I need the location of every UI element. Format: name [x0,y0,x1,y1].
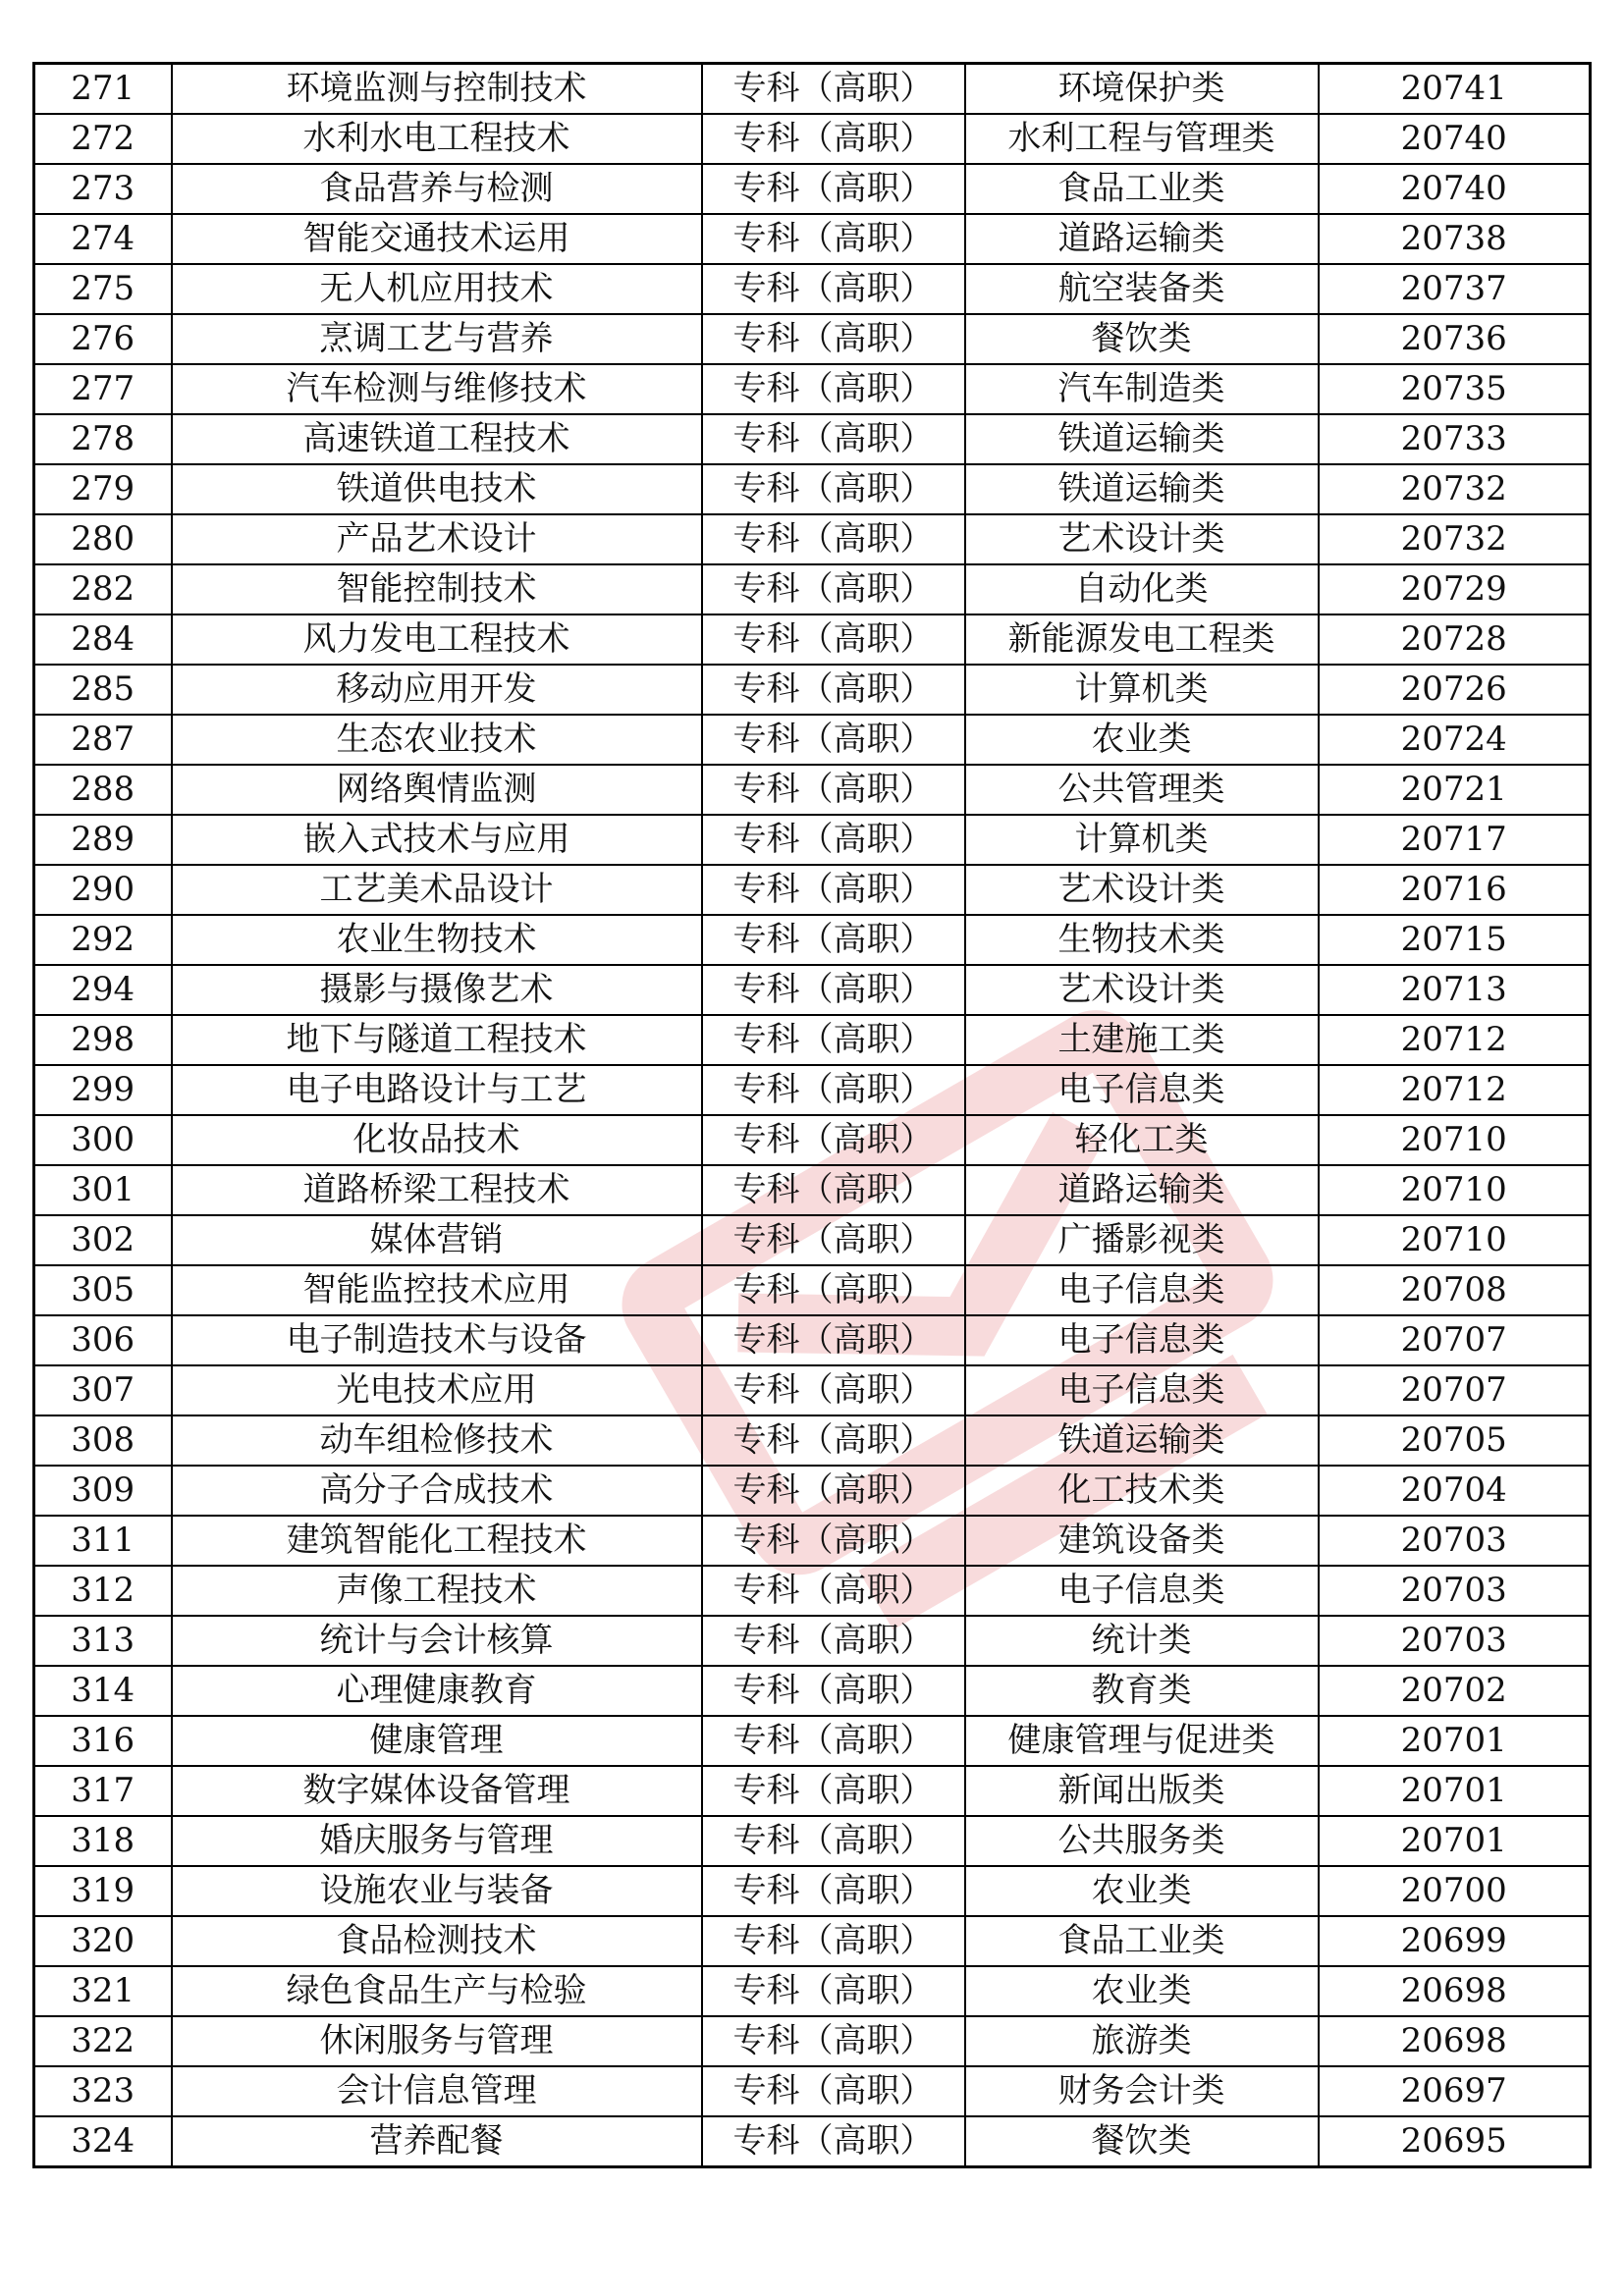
table-row [34,2016,1591,2066]
cell-value: 20732 [1319,464,1591,514]
cell-value: 20724 [1319,715,1591,765]
cell-rank: 300 [34,1115,172,1165]
cell-rank: 274 [34,214,172,264]
table-row [34,314,1591,364]
cell-major-name: 电子制造技术与设备 [172,1315,702,1365]
table-row [34,264,1591,314]
cell-level: 专科（高职） [702,1966,965,2016]
cell-value: 20704 [1319,1466,1591,1516]
cell-level: 专科（高职） [702,214,965,264]
cell-major-name: 高速铁道工程技术 [172,414,702,464]
ranking-table [32,62,1592,2168]
cell-category: 农业类 [965,1966,1319,2016]
table-row [34,214,1591,264]
cell-rank: 318 [34,1816,172,1866]
table-row [34,114,1591,164]
cell-category: 农业类 [965,715,1319,765]
cell-value: 20701 [1319,1766,1591,1816]
cell-major-name: 声像工程技术 [172,1566,702,1616]
cell-rank: 273 [34,164,172,214]
cell-rank: 292 [34,915,172,965]
cell-value: 20729 [1319,564,1591,614]
cell-major-name: 绿色食品生产与检验 [172,1966,702,2016]
table-row [34,1215,1591,1265]
table-row [34,1816,1591,1866]
cell-level: 专科（高职） [702,64,965,115]
cell-value: 20712 [1319,1015,1591,1065]
cell-value: 20717 [1319,815,1591,865]
cell-level: 专科（高职） [702,564,965,614]
table-row [34,1315,1591,1365]
table-row [34,164,1591,214]
cell-major-name: 地下与隧道工程技术 [172,1015,702,1065]
cell-rank: 272 [34,114,172,164]
cell-level: 专科（高职） [702,1315,965,1365]
cell-category: 公共管理类 [965,765,1319,815]
cell-major-name: 网络舆情监测 [172,765,702,815]
cell-major-name: 营养配餐 [172,2116,702,2167]
cell-category: 铁道运输类 [965,1415,1319,1466]
cell-major-name: 统计与会计核算 [172,1616,702,1666]
cell-rank: 287 [34,715,172,765]
cell-major-name: 智能交通技术运用 [172,214,702,264]
cell-major-name: 无人机应用技术 [172,264,702,314]
cell-rank: 282 [34,564,172,614]
cell-category: 财务会计类 [965,2066,1319,2116]
cell-value: 20698 [1319,1966,1591,2016]
cell-level: 专科（高职） [702,1916,965,1966]
cell-rank: 312 [34,1566,172,1616]
cell-rank: 290 [34,865,172,915]
cell-category: 电子信息类 [965,1566,1319,1616]
table-row [34,865,1591,915]
table-row [34,815,1591,865]
cell-category: 生物技术类 [965,915,1319,965]
table-row [34,1516,1591,1566]
table-row [34,514,1591,564]
cell-category: 广播影视类 [965,1215,1319,1265]
cell-category: 餐饮类 [965,2116,1319,2167]
cell-rank: 288 [34,765,172,815]
cell-rank: 302 [34,1215,172,1265]
cell-category: 计算机类 [965,665,1319,715]
cell-rank: 285 [34,665,172,715]
cell-category: 艺术设计类 [965,865,1319,915]
table-row [34,364,1591,414]
cell-major-name: 智能控制技术 [172,564,702,614]
cell-level: 专科（高职） [702,1466,965,1516]
cell-major-name: 嵌入式技术与应用 [172,815,702,865]
cell-category: 土建施工类 [965,1015,1319,1065]
cell-level: 专科（高职） [702,815,965,865]
table-row [34,1866,1591,1916]
table-row [34,464,1591,514]
cell-level: 专科（高职） [702,1566,965,1616]
cell-category: 新闻出版类 [965,1766,1319,1816]
cell-level: 专科（高职） [702,1365,965,1415]
cell-rank: 308 [34,1415,172,1466]
cell-value: 20703 [1319,1516,1591,1566]
cell-level: 专科（高职） [702,865,965,915]
cell-rank: 316 [34,1716,172,1766]
cell-level: 专科（高职） [702,965,965,1015]
cell-category: 航空装备类 [965,264,1319,314]
cell-major-name: 道路桥梁工程技术 [172,1165,702,1215]
cell-category: 艺术设计类 [965,514,1319,564]
table-row [34,64,1591,115]
cell-level: 专科（高职） [702,665,965,715]
table-row [34,1065,1591,1115]
cell-value: 20740 [1319,164,1591,214]
cell-rank: 311 [34,1516,172,1566]
cell-level: 专科（高职） [702,765,965,815]
cell-rank: 324 [34,2116,172,2167]
cell-major-name: 化妆品技术 [172,1115,702,1165]
cell-level: 专科（高职） [702,2066,965,2116]
cell-category: 轻化工类 [965,1115,1319,1165]
cell-value: 20738 [1319,214,1591,264]
cell-rank: 278 [34,414,172,464]
cell-category: 自动化类 [965,564,1319,614]
cell-level: 专科（高职） [702,314,965,364]
cell-level: 专科（高职） [702,715,965,765]
cell-major-name: 会计信息管理 [172,2066,702,2116]
cell-category: 公共服务类 [965,1816,1319,1866]
cell-category: 电子信息类 [965,1065,1319,1115]
cell-level: 专科（高职） [702,1516,965,1566]
cell-category: 食品工业类 [965,164,1319,214]
cell-value: 20700 [1319,1866,1591,1916]
cell-value: 20708 [1319,1265,1591,1315]
table-row [34,1466,1591,1516]
cell-rank: 309 [34,1466,172,1516]
table-row [34,1616,1591,1666]
cell-category: 道路运输类 [965,214,1319,264]
cell-category: 艺术设计类 [965,965,1319,1015]
cell-rank: 298 [34,1015,172,1065]
cell-value: 20732 [1319,514,1591,564]
cell-rank: 306 [34,1315,172,1365]
cell-category: 道路运输类 [965,1165,1319,1215]
cell-rank: 294 [34,965,172,1015]
cell-value: 20716 [1319,865,1591,915]
cell-rank: 314 [34,1666,172,1716]
cell-major-name: 工艺美术品设计 [172,865,702,915]
cell-value: 20735 [1319,364,1591,414]
cell-rank: 305 [34,1265,172,1315]
table-row [34,1015,1591,1065]
cell-level: 专科（高职） [702,2116,965,2167]
cell-category: 电子信息类 [965,1365,1319,1415]
cell-value: 20710 [1319,1215,1591,1265]
cell-level: 专科（高职） [702,1616,965,1666]
cell-rank: 313 [34,1616,172,1666]
cell-level: 专科（高职） [702,1265,965,1315]
cell-value: 20736 [1319,314,1591,364]
cell-value: 20701 [1319,1716,1591,1766]
cell-level: 专科（高职） [702,464,965,514]
cell-major-name: 健康管理 [172,1716,702,1766]
table-row [34,765,1591,815]
cell-value: 20697 [1319,2066,1591,2116]
ranking-table-body [34,64,1591,2167]
cell-level: 专科（高职） [702,514,965,564]
table-row [34,915,1591,965]
cell-major-name: 环境监测与控制技术 [172,64,702,115]
cell-rank: 276 [34,314,172,364]
cell-value: 20702 [1319,1666,1591,1716]
cell-level: 专科（高职） [702,1415,965,1466]
cell-rank: 323 [34,2066,172,2116]
cell-value: 20728 [1319,614,1591,665]
cell-category: 水利工程与管理类 [965,114,1319,164]
table-row [34,1115,1591,1165]
cell-level: 专科（高职） [702,114,965,164]
cell-value: 20737 [1319,264,1591,314]
cell-value: 20712 [1319,1065,1591,1115]
cell-major-name: 心理健康教育 [172,1666,702,1716]
cell-value: 20707 [1319,1315,1591,1365]
table-row [34,2066,1591,2116]
cell-level: 专科（高职） [702,264,965,314]
cell-level: 专科（高职） [702,164,965,214]
cell-rank: 279 [34,464,172,514]
table-row [34,1165,1591,1215]
cell-value: 20699 [1319,1916,1591,1966]
cell-category: 铁道运输类 [965,414,1319,464]
cell-value: 20703 [1319,1616,1591,1666]
cell-category: 电子信息类 [965,1265,1319,1315]
cell-category: 环境保护类 [965,64,1319,115]
cell-major-name: 水利水电工程技术 [172,114,702,164]
cell-value: 20741 [1319,64,1591,115]
cell-level: 专科（高职） [702,364,965,414]
table-row [34,1666,1591,1716]
cell-level: 专科（高职） [702,1165,965,1215]
cell-value: 20703 [1319,1566,1591,1616]
table-row [34,414,1591,464]
cell-rank: 284 [34,614,172,665]
cell-level: 专科（高职） [702,1716,965,1766]
table-row [34,965,1591,1015]
table-row [34,1916,1591,1966]
table-row [34,1365,1591,1415]
cell-major-name: 婚庆服务与管理 [172,1816,702,1866]
table-row [34,665,1591,715]
cell-category: 计算机类 [965,815,1319,865]
table-row [34,564,1591,614]
cell-major-name: 建筑智能化工程技术 [172,1516,702,1566]
cell-category: 建筑设备类 [965,1516,1319,1566]
cell-major-name: 媒体营销 [172,1215,702,1265]
cell-category: 旅游类 [965,2016,1319,2066]
cell-category: 电子信息类 [965,1315,1319,1365]
cell-rank: 275 [34,264,172,314]
cell-rank: 299 [34,1065,172,1115]
cell-value: 20710 [1319,1115,1591,1165]
cell-value: 20705 [1319,1415,1591,1466]
cell-value: 20715 [1319,915,1591,965]
table-row [34,2116,1591,2167]
cell-category: 农业类 [965,1866,1319,1916]
cell-level: 专科（高职） [702,1015,965,1065]
cell-value: 20701 [1319,1816,1591,1866]
table-row [34,1566,1591,1616]
cell-major-name: 光电技术应用 [172,1365,702,1415]
cell-major-name: 休闲服务与管理 [172,2016,702,2066]
cell-rank: 321 [34,1966,172,2016]
table-row [34,1766,1591,1816]
cell-value: 20695 [1319,2116,1591,2167]
cell-category: 汽车制造类 [965,364,1319,414]
cell-value: 20733 [1319,414,1591,464]
cell-level: 专科（高职） [702,1816,965,1866]
cell-level: 专科（高职） [702,1115,965,1165]
cell-level: 专科（高职） [702,414,965,464]
cell-level: 专科（高职） [702,1065,965,1115]
cell-rank: 320 [34,1916,172,1966]
table-row [34,715,1591,765]
cell-major-name: 摄影与摄像艺术 [172,965,702,1015]
cell-major-name: 生态农业技术 [172,715,702,765]
cell-major-name: 设施农业与装备 [172,1866,702,1916]
cell-category: 统计类 [965,1616,1319,1666]
cell-value: 20713 [1319,965,1591,1015]
cell-rank: 301 [34,1165,172,1215]
cell-major-name: 汽车检测与维修技术 [172,364,702,414]
cell-major-name: 高分子合成技术 [172,1466,702,1516]
cell-category: 健康管理与促进类 [965,1716,1319,1766]
table-row [34,1415,1591,1466]
cell-level: 专科（高职） [702,614,965,665]
cell-rank: 277 [34,364,172,414]
cell-level: 专科（高职） [702,1666,965,1716]
cell-category: 餐饮类 [965,314,1319,364]
cell-value: 20726 [1319,665,1591,715]
cell-level: 专科（高职） [702,1215,965,1265]
cell-level: 专科（高职） [702,2016,965,2066]
cell-category: 化工技术类 [965,1466,1319,1516]
cell-rank: 271 [34,64,172,115]
cell-major-name: 食品检测技术 [172,1916,702,1966]
cell-rank: 319 [34,1866,172,1916]
cell-level: 专科（高职） [702,1766,965,1816]
cell-rank: 317 [34,1766,172,1816]
cell-level: 专科（高职） [702,1866,965,1916]
cell-level: 专科（高职） [702,915,965,965]
cell-major-name: 风力发电工程技术 [172,614,702,665]
cell-rank: 289 [34,815,172,865]
cell-category: 铁道运输类 [965,464,1319,514]
cell-value: 20698 [1319,2016,1591,2066]
cell-value: 20710 [1319,1165,1591,1215]
cell-category: 教育类 [965,1666,1319,1716]
table-row [34,1265,1591,1315]
cell-major-name: 农业生物技术 [172,915,702,965]
cell-category: 食品工业类 [965,1916,1319,1966]
cell-major-name: 烹调工艺与营养 [172,314,702,364]
cell-value: 20740 [1319,114,1591,164]
cell-major-name: 智能监控技术应用 [172,1265,702,1315]
table-row [34,614,1591,665]
cell-major-name: 食品营养与检测 [172,164,702,214]
cell-rank: 322 [34,2016,172,2066]
cell-category: 新能源发电工程类 [965,614,1319,665]
cell-major-name: 移动应用开发 [172,665,702,715]
cell-rank: 307 [34,1365,172,1415]
table-row [34,1966,1591,2016]
cell-value: 20707 [1319,1365,1591,1415]
cell-rank: 280 [34,514,172,564]
cell-major-name: 动车组检修技术 [172,1415,702,1466]
cell-value: 20721 [1319,765,1591,815]
cell-major-name: 铁道供电技术 [172,464,702,514]
cell-major-name: 电子电路设计与工艺 [172,1065,702,1115]
cell-major-name: 数字媒体设备管理 [172,1766,702,1816]
cell-major-name: 产品艺术设计 [172,514,702,564]
table-row [34,1716,1591,1766]
